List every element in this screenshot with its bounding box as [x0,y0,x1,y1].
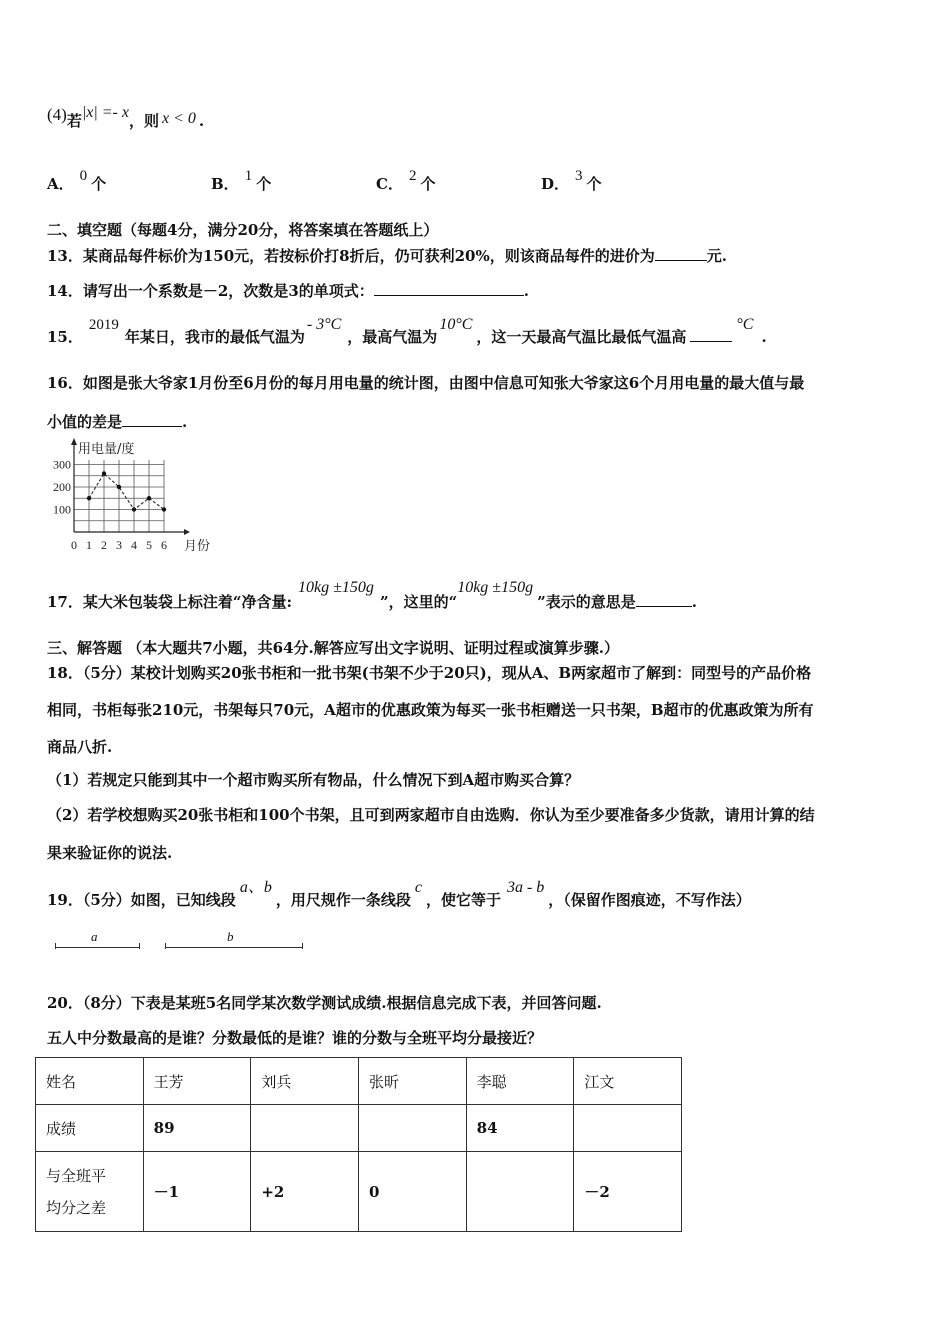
y-tick-label: 100 [53,502,71,517]
table-row-diff [36,1152,682,1232]
q20-line2: 五人中分数最高的是谁？分数最低的是谁？谁的分数与全班平均分最接近？ [47,1029,543,1047]
q18-line3: 商品八折. [47,738,113,756]
option-d [541,164,602,193]
q15-text2: ，最高气温为 [347,328,438,346]
table-cell: 成绩 [36,1105,144,1152]
table-cell[interactable]: 84 [466,1105,574,1152]
q17-blank[interactable] [636,592,692,607]
segment-a-label: a [91,929,98,944]
table-cell[interactable]: －1 [143,1152,251,1232]
q15-blank[interactable] [690,327,732,342]
q4-end: . [198,112,205,130]
q15-text3: ，这一天最高气温比最低气温高 [476,328,687,346]
diff-label-line1: 与全班平 [46,1166,107,1185]
q17-text3: ”表示的意思是 [537,593,636,611]
option-unit: 个 [586,175,602,193]
q16-line1: 16．如图是张大爷家1月份至6月份的每月用电量的统计图，由图中信息可知张大爷家这6个月用电量的最大值与最 [47,374,805,392]
q4-ruo: 若 [66,112,82,130]
y-axis-arrow [71,438,77,445]
q19-expr: 3a - b [506,879,545,896]
q15-high-temp: 10°C [439,316,473,333]
table-cell: 张昕 [359,1058,467,1105]
data-point [162,507,166,511]
table-cell[interactable]: －2 [574,1152,682,1232]
option-unit: 个 [91,175,107,193]
q19 [47,874,751,909]
q14-end: . [523,282,529,300]
q18-line1: 18．（5分）某校计划购买20张书柜和一批书架(书架不少于20只)，现从A、B两家超市了解到：同型号的产品价格 [47,664,812,682]
table-cell: 姓名 [36,1058,144,1105]
option-letter: C． [376,175,403,193]
option-letter: B． [211,175,239,193]
q14-blank[interactable] [374,281,524,296]
table-cell[interactable]: 89 [143,1105,251,1152]
x-axis-label: 月份 [184,539,211,554]
segment-b-tick-right [302,943,303,949]
table-cell[interactable] [466,1152,574,1232]
q13-end: 元. [706,247,727,265]
segment-a-line [55,947,139,948]
q19-text1: 19．（5分）如图，已知线段 [47,891,236,909]
segment-b-label: b [227,929,234,944]
data-point [87,496,91,500]
q18-sub1: （1）若规定只能到其中一个超市购买所有物品，什么情况下到A超市购买合算？ [47,771,580,789]
score-table [35,1057,682,1232]
q19-segment-c: c [414,879,422,896]
segment-b-line [165,947,302,948]
diff-label-line2: 均分之差 [46,1198,107,1217]
data-point [102,471,106,475]
q15-text1: 年某日，我市的最低气温为 [124,328,305,346]
q16-blank[interactable] [122,412,182,427]
option-value: 3 [575,168,583,184]
table-cell[interactable]: 0 [359,1152,467,1232]
x-tick-label: 6 [161,538,167,552]
q14-text: 14．请写出一个系数是－2，次数是3的单项式： [47,282,374,300]
segment-a-tick-left [55,943,56,949]
x-axis-arrow [184,529,190,535]
data-point [132,507,136,511]
table-cell[interactable] [251,1105,359,1152]
table-cell[interactable] [359,1105,467,1152]
x-tick-label: 5 [146,538,152,552]
section2-heading: 二、填空题（每题4分，满分20分，将答案填在答题纸上） [47,221,439,239]
q15-unit: °C [736,316,754,333]
table-header-row [36,1058,682,1105]
option-value: 1 [244,168,253,184]
q15 [47,313,767,346]
q15-low-temp: - 3°C [306,316,342,333]
x-tick-label: 0 [71,538,77,552]
q19-text3: ，使它等于 [425,891,501,909]
q13-blank[interactable] [655,246,707,261]
option-letter: A． [47,175,74,193]
segment-a-tick-right [139,943,140,949]
option-c [376,164,436,193]
table-cell-diff-label [36,1152,144,1232]
q16-line2 [47,411,187,432]
electricity-usage-chart [42,438,212,556]
option-value: 2 [408,168,417,184]
q17-end: . [691,593,697,611]
data-point [117,485,121,489]
option-a [47,164,107,193]
q18-line2: 相同，书柜每张210元，书架每只70元，A超市的优惠政策为每买一张书柜赠送一只书架，B超市的优惠政策为所有 [47,701,814,719]
x-tick-label: 3 [116,538,122,552]
q15-year: 2019 [88,317,119,333]
q17-expr2: 10kg ±150g [457,579,534,596]
q17-text2: ”，这里的“ [379,593,458,611]
q14 [47,280,529,301]
q17 [47,576,697,611]
x-tick-label: 1 [86,538,92,552]
q15-end: . [761,328,767,346]
q4-expr: |x| =- x [81,104,129,121]
q13 [47,245,727,266]
option-b [211,164,272,193]
q16-text: 小值的差是 [47,413,123,431]
table-cell: 刘兵 [251,1058,359,1105]
option-unit: 个 [420,175,436,193]
option-unit: 个 [256,175,272,193]
q13-text: 13．某商品每件标价为150元，若按标价打8折后，仍可获利20%，则该商品每件的进价为 [47,247,655,265]
table-row-score [36,1105,682,1152]
x-tick-label: 2 [101,538,107,552]
table-cell[interactable]: +2 [251,1152,359,1232]
table-cell: 王芳 [143,1058,251,1105]
q4-label: (4) [47,105,67,124]
q15-num: 15． [47,328,83,346]
x-tick-label: 4 [131,538,137,552]
segment-b-tick-left [165,943,166,949]
q19-text4: ，（保留作图痕迹，不写作法） [548,891,751,909]
series-line [89,474,164,510]
q16-end: . [182,413,188,431]
option-letter: D． [541,175,570,193]
y-axis-label: 用电量/度 [78,442,135,457]
q18-sub2-line2: 果来验证你的说法. [47,844,173,862]
q20-line1: 20．（8分）下表是某班5名同学某次数学测试成绩.根据信息完成下表，并回答问题. [47,994,602,1012]
q19-text2: ，用尺规作一条线段 [275,891,411,909]
q4-line [47,104,205,130]
section3-heading: 三、解答题 （本大题共7小题，共64分.解答应写出文字说明、证明过程或演算步骤.） [47,639,619,657]
y-tick-label: 200 [53,480,71,494]
y-tick-label: 300 [53,457,71,472]
data-point [147,496,151,500]
q18-sub2-line1: （2）若学校想购买20张书柜和100个书架，且可到两家超市自由选购．你认为至少要准备多少货款，请用计算的结 [47,806,815,824]
q4-then: ，则 [128,112,159,130]
table-cell: 江文 [574,1058,682,1105]
q17-text1: 17．某大米包装袋上标注着“净含量: [47,593,293,611]
table-cell[interactable] [574,1105,682,1152]
option-value: 0 [79,168,88,184]
q17-expr1: 10kg ±150g [298,579,374,596]
q19-segments-ab: a、b [239,879,272,896]
q4-cond: x < 0 [161,110,196,127]
table-cell: 李聪 [466,1058,574,1105]
